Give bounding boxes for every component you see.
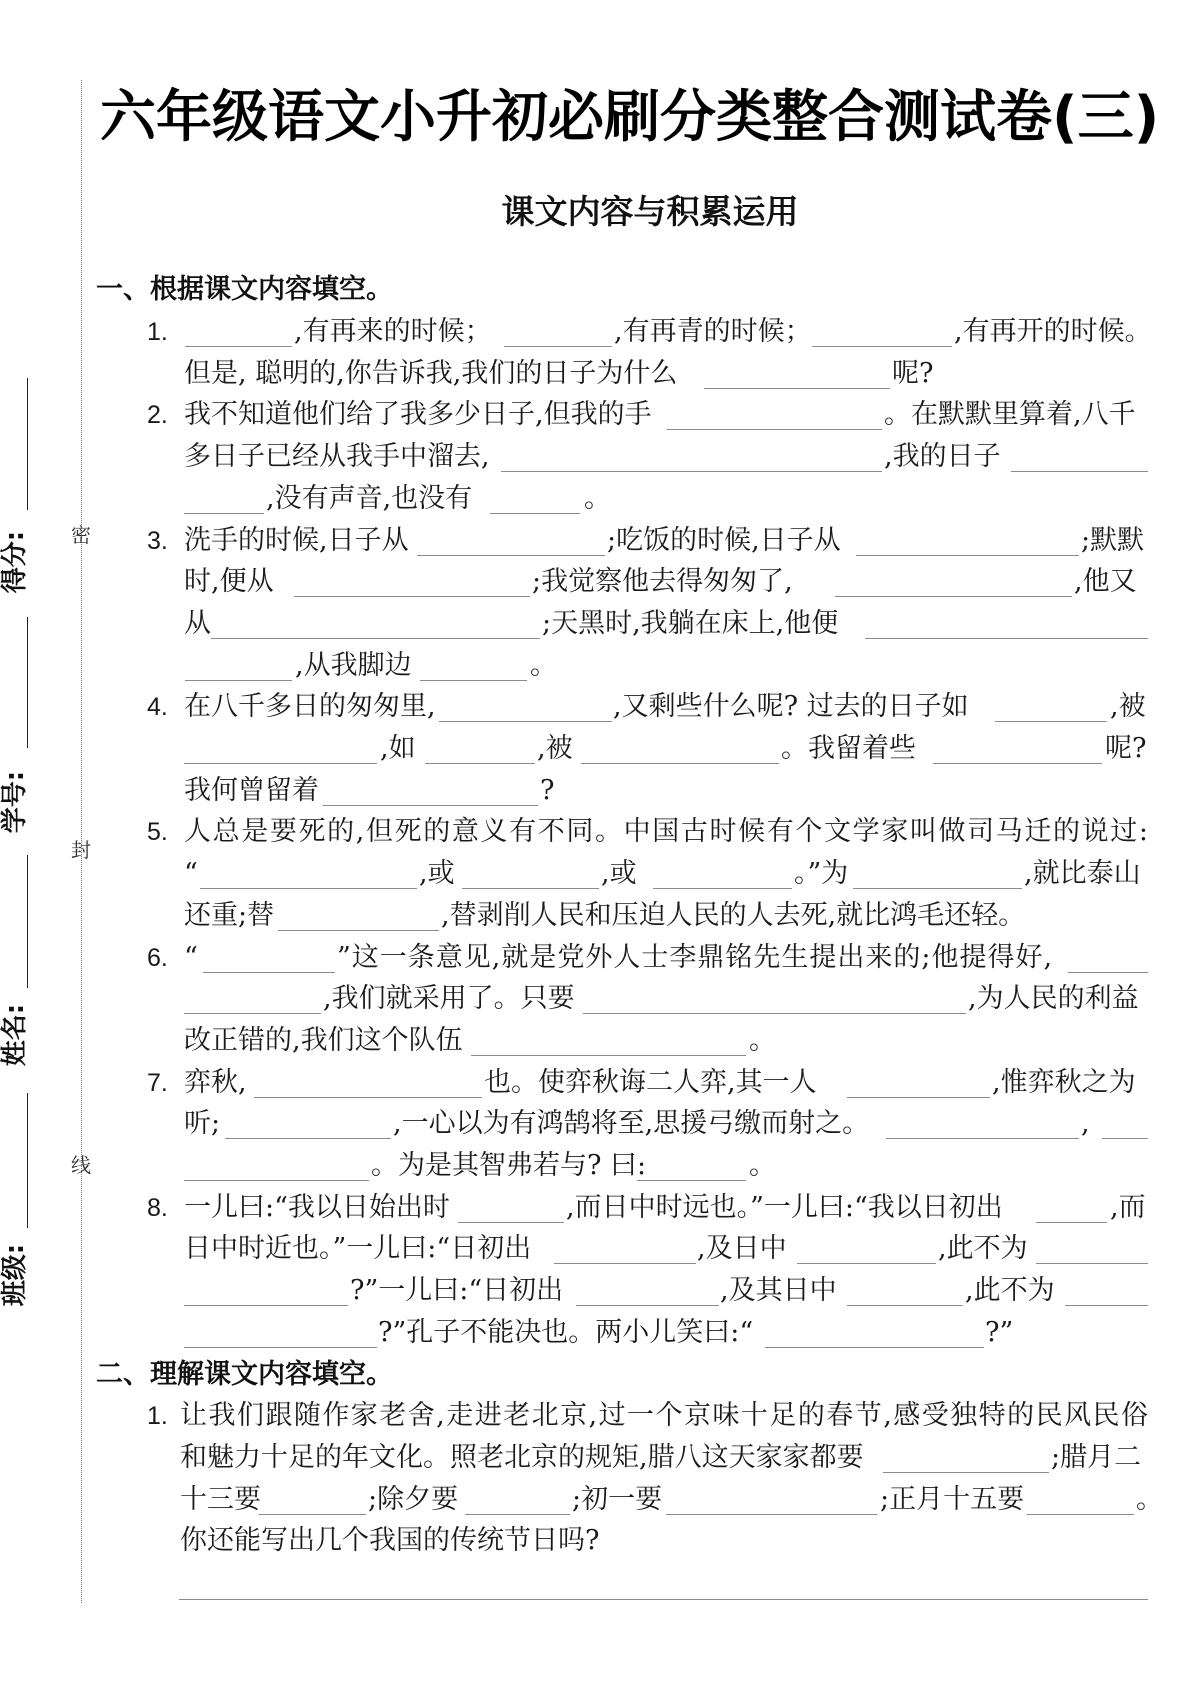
answer-blank (184, 981, 321, 1014)
question-line (0, 1231, 1191, 1267)
question-text: ,及其日中 (720, 1275, 837, 1306)
question-text: ,我的日子 (884, 441, 1001, 472)
question-line (0, 773, 1191, 809)
question-text: 。为是其智弗若与? 曰: (371, 1150, 647, 1181)
student-id-label: 学号: (0, 770, 30, 834)
question-line (0, 439, 1191, 475)
answer-blank (1036, 1231, 1148, 1264)
answer-blank (278, 898, 439, 931)
question-text: ;正月十五要 (880, 1484, 1025, 1515)
question-line (0, 1523, 1191, 1559)
question-text: ,一心以为有鸿鹄将至,思援弓缴而射之。 (393, 1108, 870, 1139)
question-number: 7. (147, 1069, 168, 1097)
question-text: ,有再开的时候。 (954, 316, 1152, 347)
answer-writing-line (179, 1599, 1148, 1600)
question-line (0, 940, 1191, 976)
answer-blank (847, 1273, 963, 1306)
answer-blank (995, 689, 1107, 722)
answer-blank (490, 481, 580, 514)
question-line (0, 856, 1191, 892)
question-line (0, 814, 1191, 850)
question-text: ;初一要 (572, 1484, 663, 1515)
question-text: 也。使弈秋诲二人弈,其一人 (484, 1067, 817, 1098)
question-text: 改正错的,我们这个队伍 (184, 1025, 463, 1056)
question-line (0, 314, 1191, 350)
question-text: ,而日中时远也。”一儿曰:“我以日初出 (566, 1192, 1003, 1223)
question-line (0, 397, 1191, 433)
question-text: ,惟弈秋之为 (992, 1067, 1136, 1098)
question-text: ,没有声音,也没有 (266, 483, 473, 514)
question-text: 在八千多日的匆匆里, (184, 691, 436, 722)
answer-blank (704, 356, 890, 389)
question-text: ;腊月二 (1051, 1442, 1142, 1473)
question-text: ,有再青的时候； (614, 316, 812, 347)
answer-blank (666, 1482, 877, 1515)
answer-blank (1036, 1190, 1107, 1223)
answer-blank (184, 1273, 348, 1306)
question-line (0, 1148, 1191, 1184)
answer-blank (583, 981, 966, 1014)
question-number: 6. (147, 944, 168, 972)
answer-blank (254, 1065, 482, 1098)
question-text: 十三要 (180, 1484, 261, 1515)
question-text: ,被 (1110, 691, 1146, 722)
question-text: 还重;替 (184, 900, 275, 931)
question-text: ?” (985, 1317, 1014, 1348)
question-line (0, 523, 1191, 559)
answer-blank (847, 1065, 990, 1098)
answer-blank (184, 1315, 377, 1348)
answer-blank (184, 731, 377, 764)
question-text: 人总是要死的,但死的意义有不同。中国古时候有个文学家叫做司马迁的说过: (184, 816, 1148, 847)
question-text: ,或 (419, 858, 455, 889)
answer-blank (185, 314, 292, 347)
answer-blank (637, 1148, 746, 1181)
answer-blank (797, 1231, 936, 1264)
question-text: 。 (749, 1025, 776, 1056)
question-text: 但是, 聪明的,你告诉我,我们的日子为什么 (184, 358, 678, 389)
question-text: 。 (530, 650, 557, 681)
answer-blank (853, 856, 1022, 889)
answer-blank (865, 606, 1148, 639)
answer-blank (501, 439, 882, 472)
question-line (0, 481, 1191, 517)
question-line (0, 356, 1191, 392)
answer-blank (200, 856, 417, 889)
question-text: ? (540, 775, 555, 806)
answer-blank (259, 1482, 366, 1515)
question-line (0, 898, 1191, 934)
question-text: ,如 (380, 733, 416, 764)
question-line (0, 1398, 1191, 1434)
section-heading: 一、根据课文内容填空。 (96, 274, 393, 305)
section-heading: 二、理解课文内容填空。 (96, 1359, 393, 1390)
answer-blank (225, 1106, 391, 1139)
answer-blank (203, 940, 335, 973)
question-text: ,从我脚边 (295, 650, 412, 681)
answer-blank (471, 1023, 746, 1056)
question-text: ,替剥削人民和压迫人民的人去死,就比鸿毛还轻。 (441, 900, 1026, 931)
question-text: ,及日中 (697, 1233, 787, 1264)
question-line (0, 1190, 1191, 1226)
answer-blank (1068, 940, 1148, 973)
question-text: 听; (184, 1108, 221, 1139)
answer-blank (417, 523, 605, 556)
question-text: ,而 (1110, 1192, 1146, 1223)
question-text: 我何曾留着 (184, 775, 319, 806)
class-label: 班级: (0, 1243, 30, 1307)
question-text: ,有再来的时候； (294, 316, 492, 347)
answer-blank (458, 1190, 564, 1223)
question-number: 2. (147, 401, 168, 429)
question-text: ,就比泰山 (1024, 858, 1141, 889)
answer-blank (554, 1231, 696, 1264)
question-text: 。”为 (794, 858, 849, 889)
question-text: 。在默默里算着,八千 (884, 399, 1136, 430)
question-line (0, 1273, 1191, 1309)
question-line (0, 1106, 1191, 1142)
question-text: 你还能写出几个我国的传统节日吗? (180, 1525, 600, 1556)
question-text: “ (184, 858, 198, 889)
question-text: ?”孔子不能决也。两小儿笑曰:“ (378, 1317, 754, 1348)
answer-blank (439, 689, 612, 722)
question-line (0, 1482, 1191, 1518)
question-line (0, 1440, 1191, 1476)
question-line (0, 689, 1191, 725)
question-text: ”这一条意见,就是党外人士李鼎铭先生提出来的;他提得好, (337, 942, 1054, 973)
name-label: 姓名: (0, 1003, 30, 1067)
question-text: 。 (1136, 1484, 1163, 1515)
answer-blank (856, 523, 1079, 556)
answer-blank (211, 606, 540, 639)
question-number: 5. (147, 818, 168, 846)
question-line (0, 1023, 1191, 1059)
seal-mark: 封 (71, 838, 91, 862)
question-text: ?”一儿曰:“日初出 (350, 1275, 564, 1306)
question-text: 让我们跟随作家老舍,走进老北京,过一个京味十足的春节,感受独特的民风民俗 (180, 1400, 1148, 1431)
question-text: 时,便从 (184, 566, 274, 597)
question-line (0, 564, 1191, 600)
answer-blank (883, 1440, 1049, 1473)
answer-blank (765, 1315, 984, 1348)
question-text: 呢? (1105, 733, 1147, 764)
question-text: 我不知道他们给了我多少日子,但我的手 (184, 399, 652, 430)
question-text: ;默默 (1081, 525, 1145, 556)
question-text: ,此不为 (938, 1233, 1028, 1264)
question-text: 。我留着些 (781, 733, 916, 764)
question-line (0, 648, 1191, 684)
answer-blank (323, 773, 538, 806)
answer-blank (1027, 1482, 1134, 1515)
question-text: ,或 (601, 858, 637, 889)
question-number: 8. (147, 1194, 168, 1222)
answer-blank (294, 564, 530, 597)
answer-blank (465, 1482, 570, 1515)
question-text: ;天黑时,我躺在床上,他便 (542, 608, 839, 639)
answer-blank (185, 648, 292, 681)
question-text: ,被 (537, 733, 573, 764)
question-number: 4. (147, 693, 168, 721)
answer-blank (1065, 1273, 1148, 1306)
question-text: ;吃饭的时候,日子从 (607, 525, 841, 556)
answer-blank (933, 731, 1102, 764)
page-title: 六年级语文小升初必刷分类整合测试卷(三) (100, 85, 1160, 150)
answer-blank (581, 731, 779, 764)
answer-blank (667, 397, 882, 430)
answer-blank (420, 648, 527, 681)
question-text: 。 (749, 1150, 776, 1181)
question-text: 。 (584, 483, 611, 514)
answer-blank (576, 1273, 719, 1306)
question-line (0, 606, 1191, 642)
answer-blank (184, 1148, 369, 1181)
answer-blank (504, 314, 612, 347)
question-text: ,他又 (1074, 566, 1137, 597)
question-text: 弈秋, (184, 1067, 247, 1098)
answer-blank (1011, 439, 1148, 472)
question-text: 多日子已经从我手中溜去, (184, 441, 490, 472)
question-text: 和魅力十足的年文化。照老北京的规矩,腊八这天家家都要 (180, 1442, 864, 1473)
question-text: ,又剩些什么呢? 过去的日子如 (613, 691, 969, 722)
answer-blank (425, 731, 535, 764)
question-text: , (1081, 1108, 1090, 1139)
question-number: 1. (147, 1402, 168, 1430)
question-line (0, 1315, 1191, 1351)
question-text: ,此不为 (965, 1275, 1055, 1306)
answer-blank (812, 314, 952, 347)
question-line (0, 981, 1191, 1017)
question-text: 日中时近也。”一儿曰:“日初出 (184, 1233, 532, 1264)
question-number: 1. (147, 318, 168, 346)
question-line (0, 731, 1191, 767)
question-text: “ (184, 942, 198, 973)
seal-mark: 线 (71, 1153, 91, 1177)
question-line (0, 1065, 1191, 1101)
question-text: 呢? (892, 358, 934, 389)
answer-blank (835, 564, 1072, 597)
question-text: ;我觉察他去得匆匆了, (532, 566, 793, 597)
answer-blank (184, 481, 264, 514)
answer-blank (653, 856, 792, 889)
question-text: ,为人民的利益 (968, 983, 1139, 1014)
question-text: 从 (184, 608, 211, 639)
question-text: ,我们就采用了。只要 (323, 983, 575, 1014)
page-subtitle: 课文内容与积累运用 (501, 192, 799, 231)
answer-blank (886, 1106, 1079, 1139)
question-text: 洗手的时候,日子从 (184, 525, 409, 556)
answer-blank (462, 856, 599, 889)
question-number: 3. (147, 527, 168, 555)
seal-mark: 密 (71, 523, 91, 547)
score-label: 得分: (0, 530, 30, 594)
question-text: ;除夕要 (368, 1484, 459, 1515)
answer-blank (1102, 1106, 1148, 1139)
question-text: 一儿曰:“我以日始出时 (184, 1192, 450, 1223)
